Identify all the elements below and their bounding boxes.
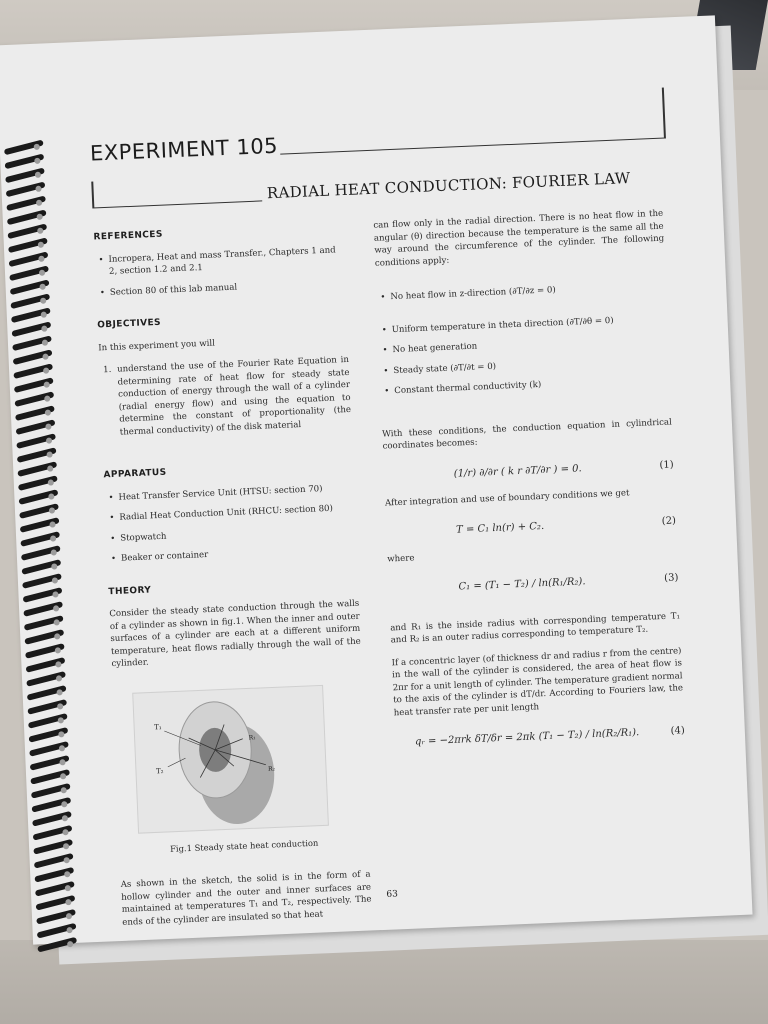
binding-hole <box>41 326 47 332</box>
binding-hole <box>60 773 66 779</box>
binding-hole <box>54 619 60 625</box>
page-number: 63 <box>386 889 399 900</box>
binding-hole <box>66 927 72 933</box>
title-rule-left <box>91 181 94 207</box>
binding-hole <box>37 214 43 220</box>
equation-4-number: (4) <box>670 725 686 737</box>
condition-item: • No heat flow in z-direction (∂T/∂z = 0) <box>376 280 666 305</box>
binding-hole <box>39 284 45 290</box>
condition-item: • Constant thermal conductivity (k) <box>380 374 670 399</box>
condition-item: • Steady state (∂T/∂t = 0) <box>379 353 669 378</box>
theory-heading: THEORY <box>108 584 152 597</box>
binding-hole <box>64 871 70 877</box>
equation-2-body: T = C₁ ln(r) + C₂. <box>455 520 545 536</box>
binding-hole <box>46 437 52 443</box>
cylinder-figure <box>113 679 349 838</box>
binding-hole <box>65 885 71 891</box>
binding-hole <box>59 745 65 751</box>
binding-hole <box>57 703 63 709</box>
objective-text: understand the use of the Fourier Rate Equation in determining rate of heat flow for steady state conduction of energy through the wall of a cylinder (radial energy flow) and using the equation to determine the constant of proportionality (the thermal conductivity) of the disk material <box>116 354 352 438</box>
binding-hole <box>38 242 44 248</box>
binding-hole <box>64 857 70 863</box>
binding-hole <box>62 829 68 835</box>
binding-hole <box>59 759 65 765</box>
binding-hole <box>52 591 58 597</box>
binding-hole <box>52 577 58 583</box>
objectives-heading: OBJECTIVES <box>97 317 162 331</box>
lab-manual-page <box>0 15 753 944</box>
apparatus-item: • Stopwatch <box>106 522 356 545</box>
hollow-cylinder-illustration <box>113 679 349 838</box>
binding-hole <box>39 270 45 276</box>
experiment-title: EXPERIMENT 105 <box>89 133 279 166</box>
binding-hole <box>61 801 67 807</box>
binding-hole <box>35 172 41 178</box>
apparatus-heading: APPARATUS <box>103 467 167 481</box>
binding-hole <box>36 200 42 206</box>
title-rule-right <box>662 88 666 139</box>
theory-paragraph-2: As shown in the sketch, the solid is in the form of a hollow cylinder and the outer and inner surfaces are maintained at temperatures T₁ and T₂, respectively. The ends of the cylinder are insulated so that heat <box>120 869 372 928</box>
apparatus-item: • Radial Heat Conduction Unit (RHCU: section 80) <box>105 502 355 525</box>
binding-hole <box>45 409 51 415</box>
equation-4 <box>394 717 685 763</box>
binding-hole <box>48 493 54 499</box>
binding-hole <box>61 787 67 793</box>
equation-1-number: (1) <box>659 458 674 471</box>
binding-hole <box>56 689 62 695</box>
references-heading: REFERENCES <box>93 229 163 243</box>
equation-2-number: (2) <box>661 515 677 527</box>
experiment-subtitle: RADIAL HEAT CONDUCTION: FOURIER LAW <box>266 169 631 203</box>
equation-4-body: qᵣ = −2πrk δT/δr = 2πk (T₁ − T₂) / ln(R₂/R₁). <box>414 727 640 748</box>
binding-hole <box>67 941 73 947</box>
title-rule-top <box>280 138 665 155</box>
equation-3-body: C₁ = (T₁ − T₂) / ln(R₁/R₂). <box>458 575 586 593</box>
binding-hole <box>55 647 61 653</box>
conduction-paragraph: With these conditions, the conduction equation in cylindrical coordinates becomes: <box>381 416 673 452</box>
objective-item: 1. understand the use of the Fourier Rate Equation in determining rate of heat flow for steady state conduction of energy through the wall of a cylinder (radial energy flow) and using the equation to determine the constant of proportionality (the thermal conductivity) of the disk material <box>102 354 352 438</box>
binding-hole <box>49 521 55 527</box>
binding-hole <box>55 661 61 667</box>
objectives-intro: In this experiment you will <box>98 338 216 353</box>
binding-hole <box>51 563 57 569</box>
binding-hole <box>40 298 46 304</box>
title-rule-bottom <box>92 200 262 208</box>
r2-label: R₂ <box>267 764 276 773</box>
binding-hole <box>50 535 56 541</box>
binding-hole <box>45 423 51 429</box>
r1-label: R₁ <box>248 733 256 741</box>
binding-hole <box>48 479 54 485</box>
equation-3-number: (3) <box>663 571 679 584</box>
binding-hole <box>44 395 50 401</box>
binding-hole <box>38 256 44 262</box>
binding-hole <box>42 354 48 360</box>
binding-hole <box>58 717 64 723</box>
binding-hole <box>41 312 47 318</box>
spiral-binding <box>0 143 82 964</box>
binding-hole <box>66 913 72 919</box>
reference-item: • Section 80 of this lab manual <box>96 277 346 300</box>
binding-hole <box>62 815 68 821</box>
binding-hole <box>56 675 62 681</box>
binding-hole <box>53 605 59 611</box>
left-column <box>93 221 372 939</box>
binding-hole <box>34 144 40 150</box>
binding-hole <box>37 228 43 234</box>
apparatus-item: • Heat Transfer Service Unit (HTSU: section 70) <box>104 481 354 504</box>
binding-hole <box>42 340 48 346</box>
binding-hole <box>47 465 53 471</box>
page-content <box>67 57 702 931</box>
binding-hole <box>43 368 49 374</box>
binding-hole <box>65 899 71 905</box>
binding-hole <box>34 158 40 164</box>
radius-paragraph: and R₁ is the inside radius with corresponding temperature T₁ and R₂ is an outer radius corresponding to temperature T₂. <box>390 610 681 646</box>
radial-flow-paragraph: can flow only in the radial direction. There is no heat flow in the angular (θ) direction because the temperature is the same all the way around the circumference of the cylinder. The following conditions apply: <box>373 208 665 269</box>
binding-hole <box>63 843 69 849</box>
integration-paragraph: After integration and use of boundary conditions we get <box>384 487 630 509</box>
figure-caption: Fig.1 Steady state heat conduction <box>169 837 319 854</box>
condition-item: • No heat generation <box>378 333 668 358</box>
binding-hole <box>49 507 55 513</box>
binding-hole <box>51 549 57 555</box>
binding-hole <box>47 451 53 457</box>
binding-hole <box>54 633 60 639</box>
binding-hole <box>35 186 41 192</box>
binding-hole <box>44 381 50 387</box>
where-text: where <box>387 553 415 565</box>
equation-1-body: (1/r) ∂/∂r ( k r ∂T/∂r ) = 0. <box>453 462 582 480</box>
condition-item: • Uniform temperature in theta direction (∂T/∂θ = 0) <box>377 312 667 337</box>
t2-label: T₂ <box>155 766 164 775</box>
binding-hole <box>58 731 64 737</box>
reference-item: • Incropera, Heat and mass Transfer., Chapters 1 and 2, section 1.2 and 2.1 <box>94 244 345 279</box>
t1-label: T₁ <box>153 722 162 731</box>
theory-paragraph-1: Consider the steady state conduction through the walls of a cylinder as shown in fig.1. When the inner and outer surfaces of a cylinder are each at a different uniform temperature, heat flows radially through the wall of the cylinder. <box>109 598 361 670</box>
right-column <box>373 208 686 764</box>
apparatus-item: • Beaker or container <box>107 543 357 566</box>
concentric-layer-paragraph: If a concentric layer (of thickness dr and radius r from the centre) in the wall of the cylinder is considered, the area of heat flow is 2πr for a unit length of cylinder. The temperature gradient normal to the axis of the cylinder is dT/dr. According to Fouriers law, the heat transfer rate per unit length <box>391 645 684 718</box>
